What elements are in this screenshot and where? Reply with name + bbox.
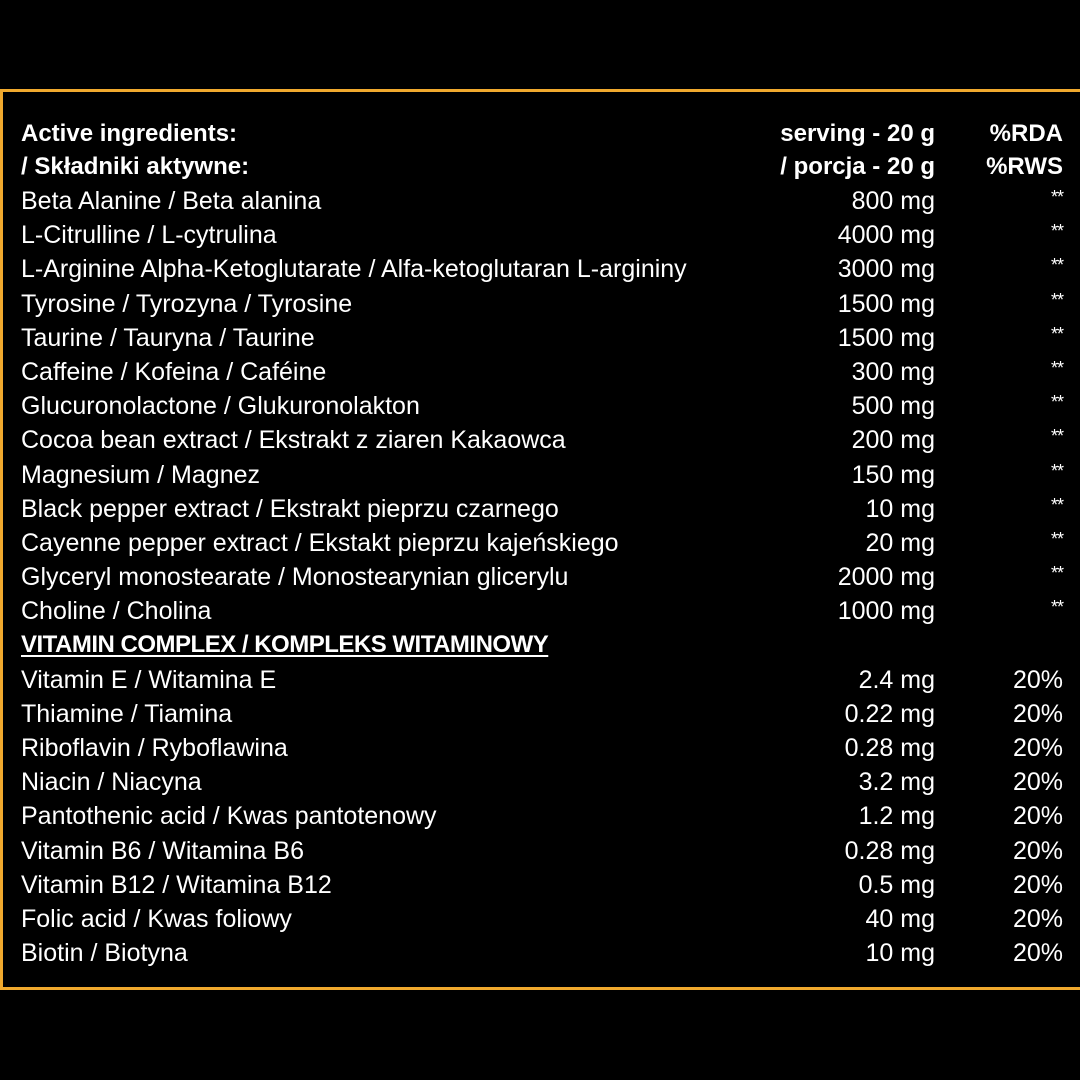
ingredient-name: Vitamin E / Witamina E (21, 665, 277, 694)
ingredient-row (21, 218, 1067, 252)
ingredient-name: Magnesium / Magnez (21, 460, 261, 489)
ingredient-amount: 1.2 mg (858, 802, 935, 831)
ingredient-row (21, 594, 1067, 628)
ingredient-name: Vitamin B6 / Witamina B6 (21, 836, 304, 865)
table-header-row (21, 118, 1067, 150)
ingredient-name: Caffeine / Kofeina / Caféine (21, 357, 327, 386)
ingredient-row (21, 287, 1067, 321)
vitamin-row (21, 663, 1067, 697)
ingredient-amount: 1500 mg (837, 323, 935, 352)
header-rws-label: %RWS (986, 153, 1063, 180)
ingredient-rda: 20% (1012, 802, 1063, 831)
ingredient-amount: 4000 mg (837, 221, 935, 250)
ingredient-row (21, 560, 1067, 594)
vitamin-row (21, 697, 1067, 731)
header-serving-label-pl: / porcja - 20 g (780, 153, 935, 180)
ingredient-amount: 1000 mg (837, 597, 935, 626)
ingredient-amount: 3.2 mg (858, 768, 935, 797)
ingredient-amount: 1500 mg (837, 289, 935, 318)
ingredient-rda: ** (1050, 494, 1063, 515)
ingredient-rda: ** (1050, 460, 1063, 481)
ingredient-name: Taurine / Tauryna / Taurine (21, 323, 315, 352)
ingredient-rda: 20% (1012, 665, 1063, 694)
header-rda-label: %RDA (989, 120, 1063, 147)
ingredient-rda: ** (1050, 357, 1063, 378)
ingredient-amount: 2.4 mg (858, 665, 935, 694)
ingredient-rda: 20% (1012, 939, 1063, 968)
ingredient-row (21, 526, 1067, 560)
ingredient-amount: 20 mg (865, 528, 935, 557)
vitamin-row (21, 868, 1067, 902)
ingredient-amount: 150 mg (851, 460, 935, 489)
ingredient-name: Niacin / Niacyna (21, 768, 202, 797)
ingredient-amount: 0.28 mg (844, 836, 935, 865)
ingredient-name: Glucuronolactone / Glukuronolakton (21, 392, 420, 421)
ingredient-amount: 3000 mg (837, 255, 935, 284)
ingredient-row (21, 389, 1067, 423)
vitamin-row (21, 936, 1067, 970)
ingredient-rda: 20% (1012, 768, 1063, 797)
ingredient-rda: ** (1050, 392, 1063, 413)
ingredient-name: Vitamin B12 / Witamina B12 (21, 870, 332, 899)
ingredient-rda: ** (1050, 187, 1063, 207)
vitamin-list (21, 663, 1067, 971)
active-ingredients-list (21, 184, 1067, 628)
ingredient-rda: 20% (1012, 836, 1063, 865)
ingredient-name: Beta Alanine / Beta alanina (21, 187, 322, 215)
ingredient-name: Glyceryl monostearate / Monostearynian glicerylu (21, 563, 569, 592)
ingredient-row (21, 321, 1067, 355)
ingredient-rda: 20% (1012, 699, 1063, 728)
table-header-row (21, 150, 1067, 184)
header-serving-label: serving - 20 g (780, 120, 935, 147)
ingredient-row (21, 355, 1067, 389)
ingredient-rda: 20% (1012, 734, 1063, 762)
vitamin-row (21, 799, 1067, 833)
ingredient-name: Black pepper extract / Ekstrakt pieprzu czarnego (21, 494, 559, 523)
ingredient-name: Cayenne pepper extract / Ekstakt pieprzu kajeńskiego (21, 528, 619, 557)
ingredient-rda: ** (1050, 221, 1063, 242)
ingredient-amount: 2000 mg (837, 563, 935, 592)
ingredient-name: Tyrosine / Tyrozyna / Tyrosine (21, 289, 353, 318)
ingredient-amount: 0.5 mg (858, 870, 935, 899)
vitamin-row (21, 834, 1067, 868)
ingredient-row (21, 458, 1067, 492)
ingredient-name: L-Arginine Alpha-Ketoglutarate / Alfa-ketoglutaran L-argininy (21, 255, 687, 284)
header-name-label: Active ingredients: (21, 120, 238, 147)
ingredient-amount: 10 mg (865, 494, 935, 523)
ingredient-rda: ** (1050, 563, 1063, 584)
vitamin-row (21, 731, 1067, 765)
ingredient-rda: ** (1050, 323, 1063, 344)
ingredient-name: Thiamine / Tiamina (21, 699, 233, 728)
vitamin-section-title: VITAMIN COMPLEX / KOMPLEKS WITAMINOWY (21, 631, 549, 659)
vitamin-row (21, 765, 1067, 799)
ingredient-name: Folic acid / Kwas foliowy (21, 904, 292, 933)
ingredients-table (21, 118, 1067, 970)
ingredient-name: Pantothenic acid / Kwas pantotenowy (21, 802, 437, 831)
ingredient-rda: ** (1050, 426, 1063, 447)
ingredient-name: Riboflavin / Ryboflawina (21, 734, 288, 762)
ingredient-amount: 0.22 mg (844, 699, 935, 728)
ingredient-rda: ** (1050, 528, 1063, 549)
ingredient-amount: 300 mg (851, 357, 935, 386)
ingredient-row (21, 184, 1067, 218)
ingredient-amount: 500 mg (851, 392, 935, 421)
supplement-facts-panel (0, 89, 1080, 990)
ingredient-name: Choline / Cholina (21, 597, 212, 626)
ingredient-name: Cocoa bean extract / Ekstrakt z ziaren Kakaowca (21, 426, 566, 455)
ingredient-amount: 800 mg (851, 187, 935, 215)
ingredient-name: Biotin / Biotyna (21, 939, 188, 968)
ingredient-amount: 40 mg (865, 904, 935, 933)
ingredient-rda: ** (1050, 597, 1063, 618)
ingredient-row (21, 492, 1067, 526)
ingredient-name: L-Citrulline / L-cytrulina (21, 221, 277, 250)
ingredient-rda: ** (1050, 289, 1063, 310)
vitamin-section-row (21, 628, 1067, 662)
ingredient-amount: 0.28 mg (844, 734, 935, 762)
ingredient-amount: 200 mg (851, 426, 935, 455)
ingredient-rda: 20% (1012, 904, 1063, 933)
ingredient-rda: ** (1050, 255, 1063, 276)
ingredient-row (21, 252, 1067, 286)
vitamin-row (21, 902, 1067, 936)
ingredient-rda: 20% (1012, 870, 1063, 899)
ingredient-amount: 10 mg (865, 939, 935, 968)
header-name-label-pl: / Składniki aktywne: (21, 153, 250, 180)
ingredient-row (21, 423, 1067, 457)
